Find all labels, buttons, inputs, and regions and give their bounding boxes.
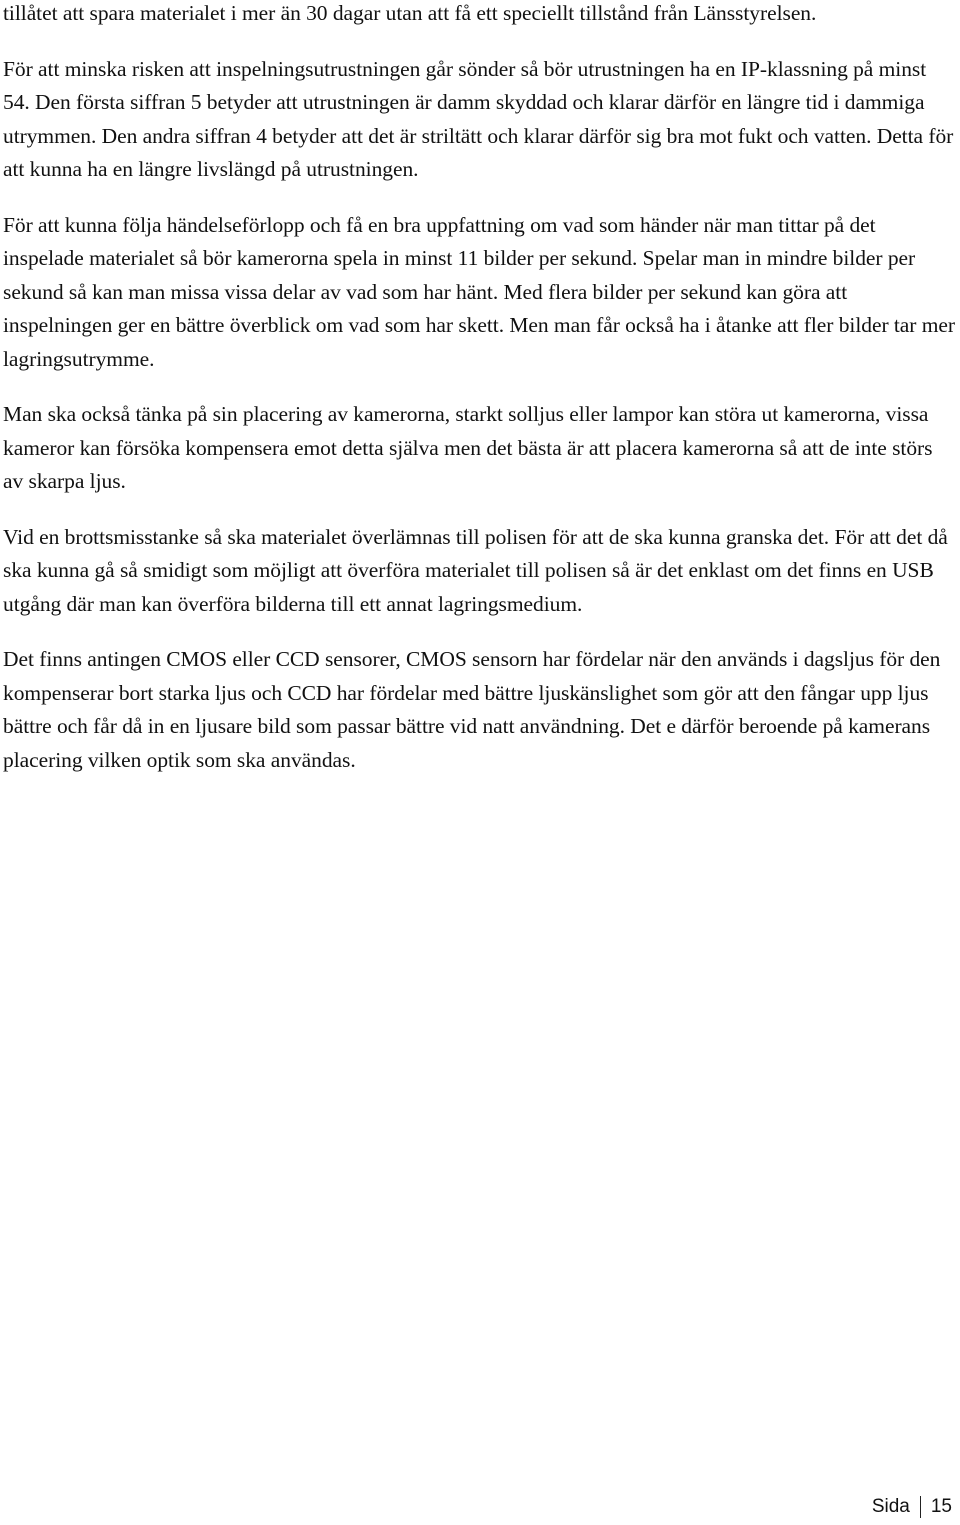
paragraph-2: För att minska risken att inspelningsutrustningen går sönder så bör utrustningen ha en IP-klassning på minst 54. Den första siffran 5 betyder att utrustningen är damm skyddad och klarar därför en längre tid i dammiga utrymmen. Den andra siffran 4 betyder att det är striltätt och klarar därför sig bra mot fukt och vatten. Detta för att kunna ha en längre livslängd på utrustningen. (3, 56, 954, 181)
document-body (3, 0, 955, 799)
paragraph-6: Det finns antingen CMOS eller CCD sensorer, CMOS sensorn har fördelar när den används i dagsljus för den kompenserar bort starka ljus och CCD har fördelar med bättre ljuskänslighet som gör att den fångar upp ljus bättre och får då in en ljusare bild som passar bättre vid natt användning. Det e därför beroende på kamerans placering vilken optik som ska användas. (3, 647, 941, 772)
paragraph-5: Vid en brottsmisstanke så ska materialet överlämnas till polisen för att de ska kunna granska det. För att det då ska kunna gå så smidigt som möjligt att överföra materialet till polisen så är det enklast om det finns en USB utgång där man kan överföra bilderna till ett annat lagringsmedium. (3, 524, 948, 616)
paragraph-4: Man ska också tänka på sin placering av kamerorna, starkt solljus eller lampor kan störa ut kamerorna, vissa kameror kan försöka kompensera emot detta själva men det bästa är att placera kamerorna så att de inte störs av skarpa ljus. (3, 402, 933, 493)
paragraph-3: För att kunna följa händelseförlopp och få en bra uppfattning om vad som händer när man tittar på det inspelade materialet så bör kamerorna spela in minst 11 bilder per sekund. Spelar man in mindre bilder per sekund så kan man missa vissa delar av vad som har hänt. Med flera bilder per sekund kan göra att inspelningen ger en bättre överblick om vad som har skett. Men man får också ha i åtanke att fler bilder tar mer lagringsutrymme. (3, 212, 956, 371)
page-number: 15 (930, 1496, 952, 1517)
page-label: Sida (871, 1496, 910, 1517)
page-footer (872, 1494, 952, 1520)
paragraph-1: tillåtet att spara materialet i mer än 30 dagar utan att få ett speciellt tillstånd från Länsstyrelsen. (3, 1, 817, 25)
